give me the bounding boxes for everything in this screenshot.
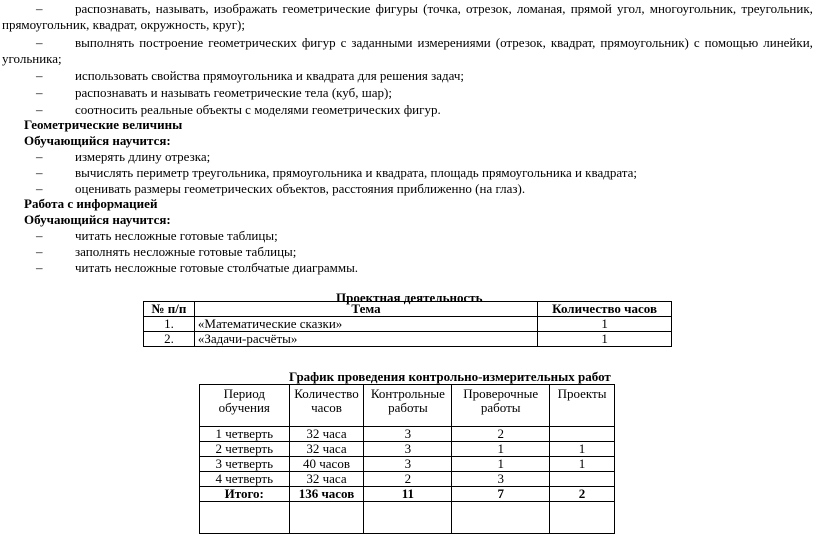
table-cell: 32 часа	[289, 442, 364, 457]
table-cell: 7	[452, 487, 550, 502]
list-dash: –	[36, 149, 43, 164]
list-dash: –	[36, 165, 43, 180]
table-cell: 1 четверть	[200, 427, 290, 442]
geometry-bullet-5: соотносить реальные объекты с моделями геометрических фигур.	[75, 102, 441, 117]
table-cell: 2	[452, 427, 550, 442]
table-cell: 4 четверть	[200, 472, 290, 487]
column-header: № п/п	[144, 302, 195, 317]
list-dash: –	[36, 244, 43, 259]
table-cell: 1	[538, 317, 672, 332]
quantities-bullet: оценивать размеры геометрических объектов, расстояния приближенно (на глаз).	[75, 181, 526, 196]
table-cell: 3 четверть	[200, 457, 290, 472]
table-cell: 2	[550, 487, 615, 502]
table-cell: 1	[538, 332, 672, 347]
table-cell: 11	[364, 487, 452, 502]
table-header-row	[144, 302, 672, 317]
table-cell	[550, 502, 615, 534]
geometry-bullet-2-cont: угольника;	[2, 51, 62, 66]
table-cell: «Математические сказки»	[194, 317, 537, 332]
table-cell: 1.	[144, 317, 195, 332]
geometry-bullet-4: распознавать и называть геометрические тела (куб, шар);	[75, 85, 392, 100]
table-cell: 3	[364, 457, 452, 472]
table-cell: 1	[452, 442, 550, 457]
column-header: Тема	[194, 302, 537, 317]
table-cell: 136 часов	[289, 487, 364, 502]
table-cell	[452, 502, 550, 534]
table-cell: 40 часов	[289, 457, 364, 472]
learner-heading: Обучающийся научится:	[24, 212, 171, 227]
table-row	[200, 502, 615, 534]
table-row	[200, 427, 615, 442]
list-dash: –	[36, 1, 43, 16]
table-cell	[550, 427, 615, 442]
table-cell: 3	[364, 442, 452, 457]
table-cell: 32 часа	[289, 427, 364, 442]
list-dash: –	[36, 102, 43, 117]
schedule-title: График проведения контрольно-измерительных работ	[289, 369, 611, 384]
section-heading: Работа с информацией	[24, 196, 158, 211]
list-dash: –	[36, 181, 43, 196]
list-dash: –	[36, 228, 43, 243]
section-heading: Геометрические величины	[24, 117, 183, 132]
projects-title: Проектная деятельность	[336, 290, 483, 305]
column-header: Количество часов	[289, 385, 364, 427]
column-header: Проекты	[550, 385, 615, 427]
table-cell: 2	[364, 472, 452, 487]
table-row	[200, 442, 615, 457]
quantities-bullet: вычислять периметр треугольника, прямоугольника и квадрата, площадь прямоугольника и квадрата;	[75, 165, 637, 180]
table-cell: 1	[550, 442, 615, 457]
table-row	[200, 472, 615, 487]
schedule-table	[199, 384, 615, 534]
table-cell: Итого:	[200, 487, 290, 502]
table-cell	[364, 502, 452, 534]
table-cell: 2.	[144, 332, 195, 347]
table-cell	[550, 472, 615, 487]
learner-heading: Обучающийся научится:	[24, 133, 171, 148]
table-cell: 1	[452, 457, 550, 472]
geometry-bullet-2: выполнять построение геометрических фигур с заданными измерениями (отрезок, квадрат, прямоугольник) с помощью линейки,	[75, 35, 813, 50]
list-dash: –	[36, 68, 43, 83]
table-header-row	[200, 385, 615, 427]
table-cell: 2 четверть	[200, 442, 290, 457]
table-cell: 1	[550, 457, 615, 472]
list-dash: –	[36, 35, 43, 50]
geometry-bullet-3: использовать свойства прямоугольника и квадрата для решения задач;	[75, 68, 465, 83]
table-row	[200, 457, 615, 472]
column-header: Период обучения	[200, 385, 290, 427]
table-cell: «Задачи-расчёты»	[194, 332, 537, 347]
projects-table	[143, 301, 672, 347]
information-bullet: заполнять несложные готовые таблицы;	[75, 244, 297, 259]
table-cell: 3	[364, 427, 452, 442]
column-header: Количество часов	[538, 302, 672, 317]
table-cell: 32 часа	[289, 472, 364, 487]
list-dash: –	[36, 260, 43, 275]
information-bullet: читать несложные готовые таблицы;	[75, 228, 278, 243]
table-cell	[289, 502, 364, 534]
table-cell: 3	[452, 472, 550, 487]
geometry-bullet-1-cont: прямоугольник, квадрат, окружность, круг);	[2, 17, 245, 32]
quantities-bullet: измерять длину отрезка;	[75, 149, 211, 164]
list-dash: –	[36, 85, 43, 100]
table-row	[144, 317, 672, 332]
geometry-bullet-1: распознавать, называть, изображать геометрические фигуры (точка, отрезок, ломаная, прямой угол, многоугольник, треугольник,	[75, 1, 813, 16]
column-header: Проверочные работы	[452, 385, 550, 427]
table-row	[144, 332, 672, 347]
table-total-row	[200, 487, 615, 502]
table-cell	[200, 502, 290, 534]
column-header: Контрольные работы	[364, 385, 452, 427]
information-bullet: читать несложные готовые столбчатые диаграммы.	[75, 260, 359, 275]
